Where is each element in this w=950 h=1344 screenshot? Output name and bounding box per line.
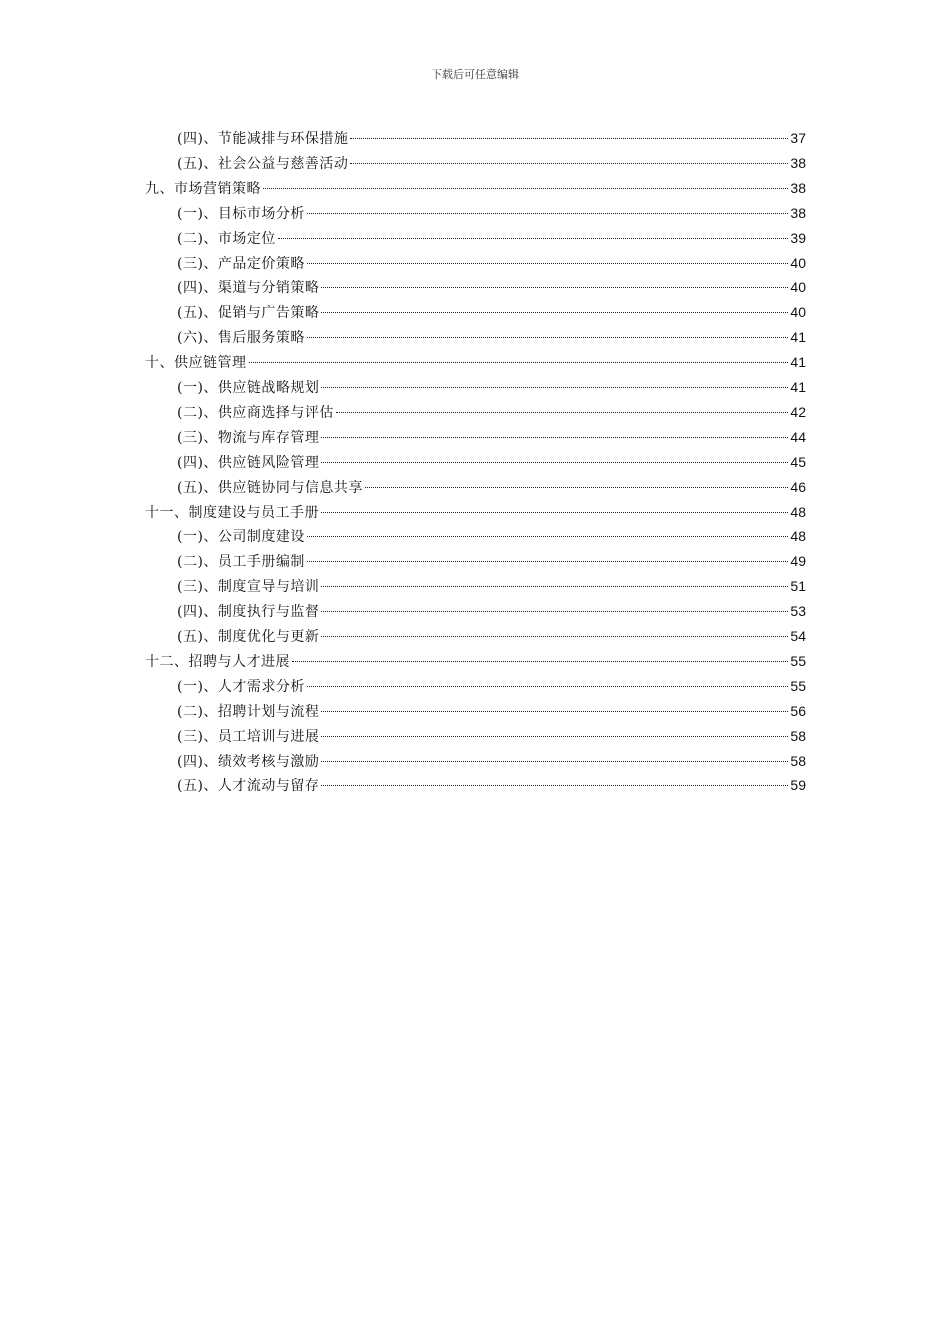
toc-dot-leader [321,437,788,438]
toc-page-number: 45 [790,453,806,470]
toc-section-entry[interactable] [177,201,806,225]
toc-dot-leader [350,138,788,139]
toc-entry-label: (四)、渠道与分销策略 [177,280,320,297]
toc-dot-leader [321,312,788,313]
toc-entry-label: (一)、目标市场分析 [177,205,305,222]
toc-section-entry[interactable] [177,425,806,449]
toc-dot-leader [321,611,788,612]
toc-entry-label: (一)、供应链战略规划 [177,380,320,396]
toc-entry-label: (一)、公司制度建设 [177,529,305,546]
toc-entry-label: (四)、供应链风险管理 [177,454,320,471]
toc-section-entry[interactable] [177,524,806,548]
toc-chapter-entry[interactable] [145,350,806,374]
toc-chapter-entry[interactable] [145,649,806,673]
toc-dot-leader [321,387,788,388]
toc-page-number: 40 [790,279,806,296]
toc-dot-leader [278,238,788,239]
toc-dot-leader [307,213,788,214]
toc-page-number: 49 [790,553,806,570]
toc-entry-label: (四)、制度执行与监督 [177,604,320,621]
toc-entry-label: 九、市场营销策略 [145,180,261,197]
toc-entry-label: (三)、制度宣导与培训 [177,579,320,596]
toc-entry-label: (五)、社会公益与慈善活动 [177,155,349,172]
toc-page-number: 38 [790,154,806,171]
toc-section-entry[interactable] [177,549,806,573]
toc-chapter-entry[interactable] [145,176,806,200]
toc-dot-leader [263,188,788,189]
toc-section-entry[interactable] [177,300,806,324]
toc-page-number: 54 [790,628,806,644]
toc-entry-label: (五)、促销与广告策略 [177,305,320,322]
toc-dot-leader [249,362,789,363]
toc-entry-label: (一)、人才需求分析 [177,678,305,695]
toc-page-number: 39 [790,229,806,246]
toc-section-entry[interactable] [177,226,806,250]
toc-chapter-entry[interactable] [145,500,806,524]
toc-entry-label: (三)、员工培训与进展 [177,728,320,745]
toc-dot-leader [321,711,788,712]
toc-page-number: 37 [790,130,806,146]
toc-dot-leader [321,785,788,786]
toc-dot-leader [307,536,788,537]
toc-page-number: 56 [790,702,806,719]
toc-page-number: 38 [790,204,806,221]
toc-dot-leader [365,487,788,488]
toc-dot-leader [321,736,788,737]
toc-page-number: 42 [790,403,806,420]
toc-dot-leader [336,412,788,413]
toc-dot-leader [307,263,788,264]
toc-dot-leader [321,287,788,288]
toc-entry-label: (二)、员工手册编制 [177,554,305,571]
toc-entry-label: (五)、人才流动与留存 [177,778,320,795]
toc-section-entry[interactable] [177,749,806,773]
toc-section-entry[interactable] [177,674,806,698]
toc-section-entry[interactable] [177,251,806,275]
toc-page-number: 53 [790,603,806,620]
toc-page-number: 44 [790,428,806,445]
toc-dot-leader [321,761,788,762]
toc-dot-leader [321,512,788,513]
toc-entry-label: 十、供应链管理 [145,355,247,372]
toc-section-entry[interactable] [177,325,806,349]
toc-section-entry[interactable] [177,375,806,399]
toc-entry-label: (三)、产品定价策略 [177,255,305,272]
toc-section-entry[interactable] [177,151,806,175]
toc-page-number: 59 [790,777,806,794]
toc-page-number: 48 [790,503,806,520]
toc-section-entry[interactable] [177,475,806,499]
toc-page-number: 51 [790,578,806,595]
toc-section-entry[interactable] [177,400,806,424]
toc-section-entry[interactable] [177,624,806,648]
toc-entry-label: (五)、制度优化与更新 [177,629,320,645]
toc-page-number: 58 [790,727,806,744]
toc-page-number: 41 [790,379,806,395]
toc-entry-label: (六)、售后服务策略 [177,330,305,347]
toc-entry-label: (二)、供应商选择与评估 [177,404,334,421]
toc-page-number: 46 [790,478,806,495]
toc-entry-label: (三)、物流与库存管理 [177,429,320,446]
toc-page-number: 48 [790,528,806,545]
toc-dot-leader [321,586,788,587]
toc-entry-label: 十二、招聘与人才进展 [145,653,290,670]
toc-entry-label: (二)、招聘计划与流程 [177,703,320,720]
toc-section-entry[interactable] [177,126,806,150]
toc-section-entry[interactable] [177,275,806,299]
toc-entry-label: (四)、节能减排与环保措施 [177,131,349,147]
toc-dot-leader [350,163,788,164]
toc-dot-leader [292,661,788,662]
toc-page-number: 55 [790,677,806,694]
toc-section-entry[interactable] [177,574,806,598]
toc-dot-leader [321,636,788,637]
toc-section-entry[interactable] [177,724,806,748]
toc-entry-label: (五)、供应链协同与信息共享 [177,479,363,496]
toc-page-number: 40 [790,254,806,271]
toc-page-number: 55 [790,652,806,669]
toc-section-entry[interactable] [177,699,806,723]
toc-page-number: 58 [790,752,806,769]
toc-entry-label: 十一、制度建设与员工手册 [145,504,319,521]
toc-page-number: 41 [790,329,806,346]
toc-page-number: 40 [790,304,806,321]
toc-section-entry[interactable] [177,773,806,797]
toc-section-entry[interactable] [177,599,806,623]
toc-dot-leader [307,337,788,338]
page-header-note: 下载后可任意编辑 [431,68,519,81]
toc-page-number: 41 [790,354,806,371]
toc-entry-label: (二)、市场定位 [177,230,276,247]
toc-dot-leader [307,561,788,562]
toc-dot-leader [321,462,788,463]
toc-page-number: 38 [790,179,806,196]
toc-section-entry[interactable] [177,450,806,474]
toc-entry-label: (四)、绩效考核与激励 [177,753,320,770]
toc-dot-leader [307,686,788,687]
